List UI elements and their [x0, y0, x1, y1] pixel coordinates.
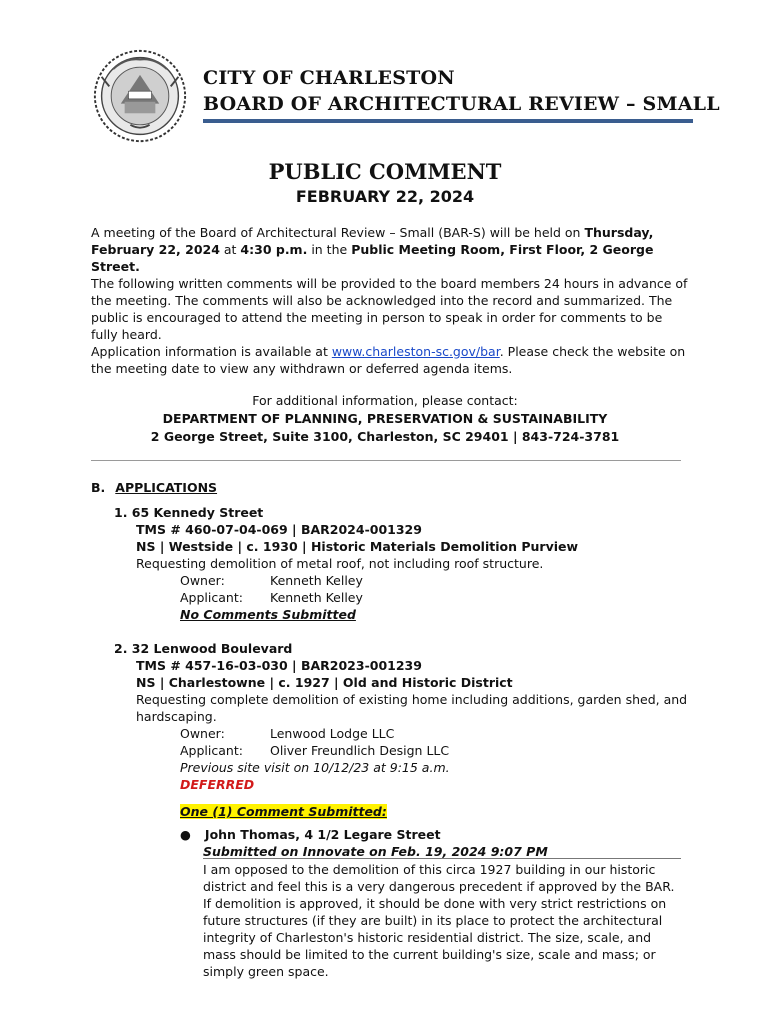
item-tms: TMS # 460-07-04-069 | BAR2024-001329 — [136, 522, 422, 537]
meeting-date: FEBRUARY 22, 2024 — [295, 187, 475, 206]
item-heading: 2. 32 Lenwood Boulevard — [114, 641, 293, 656]
item-status-deferred: DEFERRED — [180, 777, 255, 792]
item-applicant: Applicant: Oliver Freundlich Design LLC — [180, 743, 450, 758]
contact-intro: For additional information, please contact: — [252, 393, 518, 408]
commenter-entry — [180, 826, 441, 843]
agenda-item-2 — [114, 640, 687, 820]
bullet-icon: ● — [180, 827, 191, 842]
bar-website-link[interactable]: www.charleston-sc.gov/bar — [331, 344, 500, 359]
item-applicant: Applicant: Kenneth Kelley — [180, 590, 363, 605]
intro-paragraph-1: A meeting of the Board of Architectural Review – Small (BAR-S) will be held on Thursday, February 22, 2024 at 4:30 p.m. in the Public Meeting Room, First Floor, 2 George Street. — [91, 225, 654, 274]
agenda-item-1 — [114, 504, 578, 623]
item-tms: TMS # 457-16-03-030 | BAR2023-001239 — [136, 658, 422, 673]
item-owner: Owner: Lenwood Lodge LLC — [180, 726, 395, 741]
contact-address: 2 George Street, Suite 3100, Charleston, SC 29401 | 843-724-3781 — [150, 429, 620, 444]
intro-paragraph-2: The following written comments will be provided to the board members 24 hours in advance of the meeting. The comments will also be acknowledged into the record and summarized. The public is encouraged to attend the meeting in person to speak in order for comments to be fully heard. — [91, 276, 688, 342]
item-district: NS | Westside | c. 1930 | Historic Materials Demolition Purview — [136, 539, 579, 554]
header-board: BOARD OF ARCHITECTURAL REVIEW – SMALL — [203, 93, 720, 115]
item-request-line-2: hardscaping. — [136, 709, 217, 724]
item-request-line-1: Requesting complete demolition of existing home including additions, garden shed, and — [136, 692, 688, 707]
section-divider — [91, 460, 681, 461]
comment-text: I am opposed to the demolition of this circa 1927 building in our historic district and feel this is a very dangerous precedent if approved by the BAR. If demolition is approved, it should be done with very strict restrictions on future structures (if they are built) in its place to protect the architectural integrity of Charleston's historic residential district. The size, scale, and mass should be limited to the current building's size, scale and mass; or simply green space. — [203, 858, 681, 980]
item-site-visit: Previous site visit on 10/12/23 at 9:15 a.m. — [180, 760, 450, 775]
city-seal-logo — [92, 48, 188, 144]
section-heading: B. APPLICATIONS — [91, 480, 218, 495]
commenter-name: John Thomas, 4 1/2 Legare Street — [204, 827, 441, 842]
comment-submitted-info: Submitted on Innovate on Feb. 19, 2024 9:07 PM — [203, 844, 548, 859]
item-owner: Owner: Kenneth Kelley — [180, 573, 363, 588]
item-district: NS | Charlestowne | c. 1927 | Old and Historic District — [136, 675, 513, 690]
item-comments-status: No Comments Submitted — [180, 607, 356, 622]
item-heading: 1. 65 Kennedy Street — [114, 505, 264, 520]
item-comments-status: One (1) Comment Submitted: — [180, 804, 387, 819]
contact-department: DEPARTMENT OF PLANNING, PRESERVATION & SUSTAINABILITY — [162, 411, 608, 426]
intro-paragraph-3: Application information is available at www.charleston-sc.gov/bar. Please check the website on the meeting date to view any withdrawn or deferred agenda items. — [91, 344, 686, 376]
page-title: PUBLIC COMMENT — [268, 159, 502, 184]
header-city: CITY OF CHARLESTON — [203, 67, 455, 89]
header-rule — [203, 119, 693, 123]
item-request: Requesting demolition of metal roof, not including roof structure. — [136, 556, 544, 571]
